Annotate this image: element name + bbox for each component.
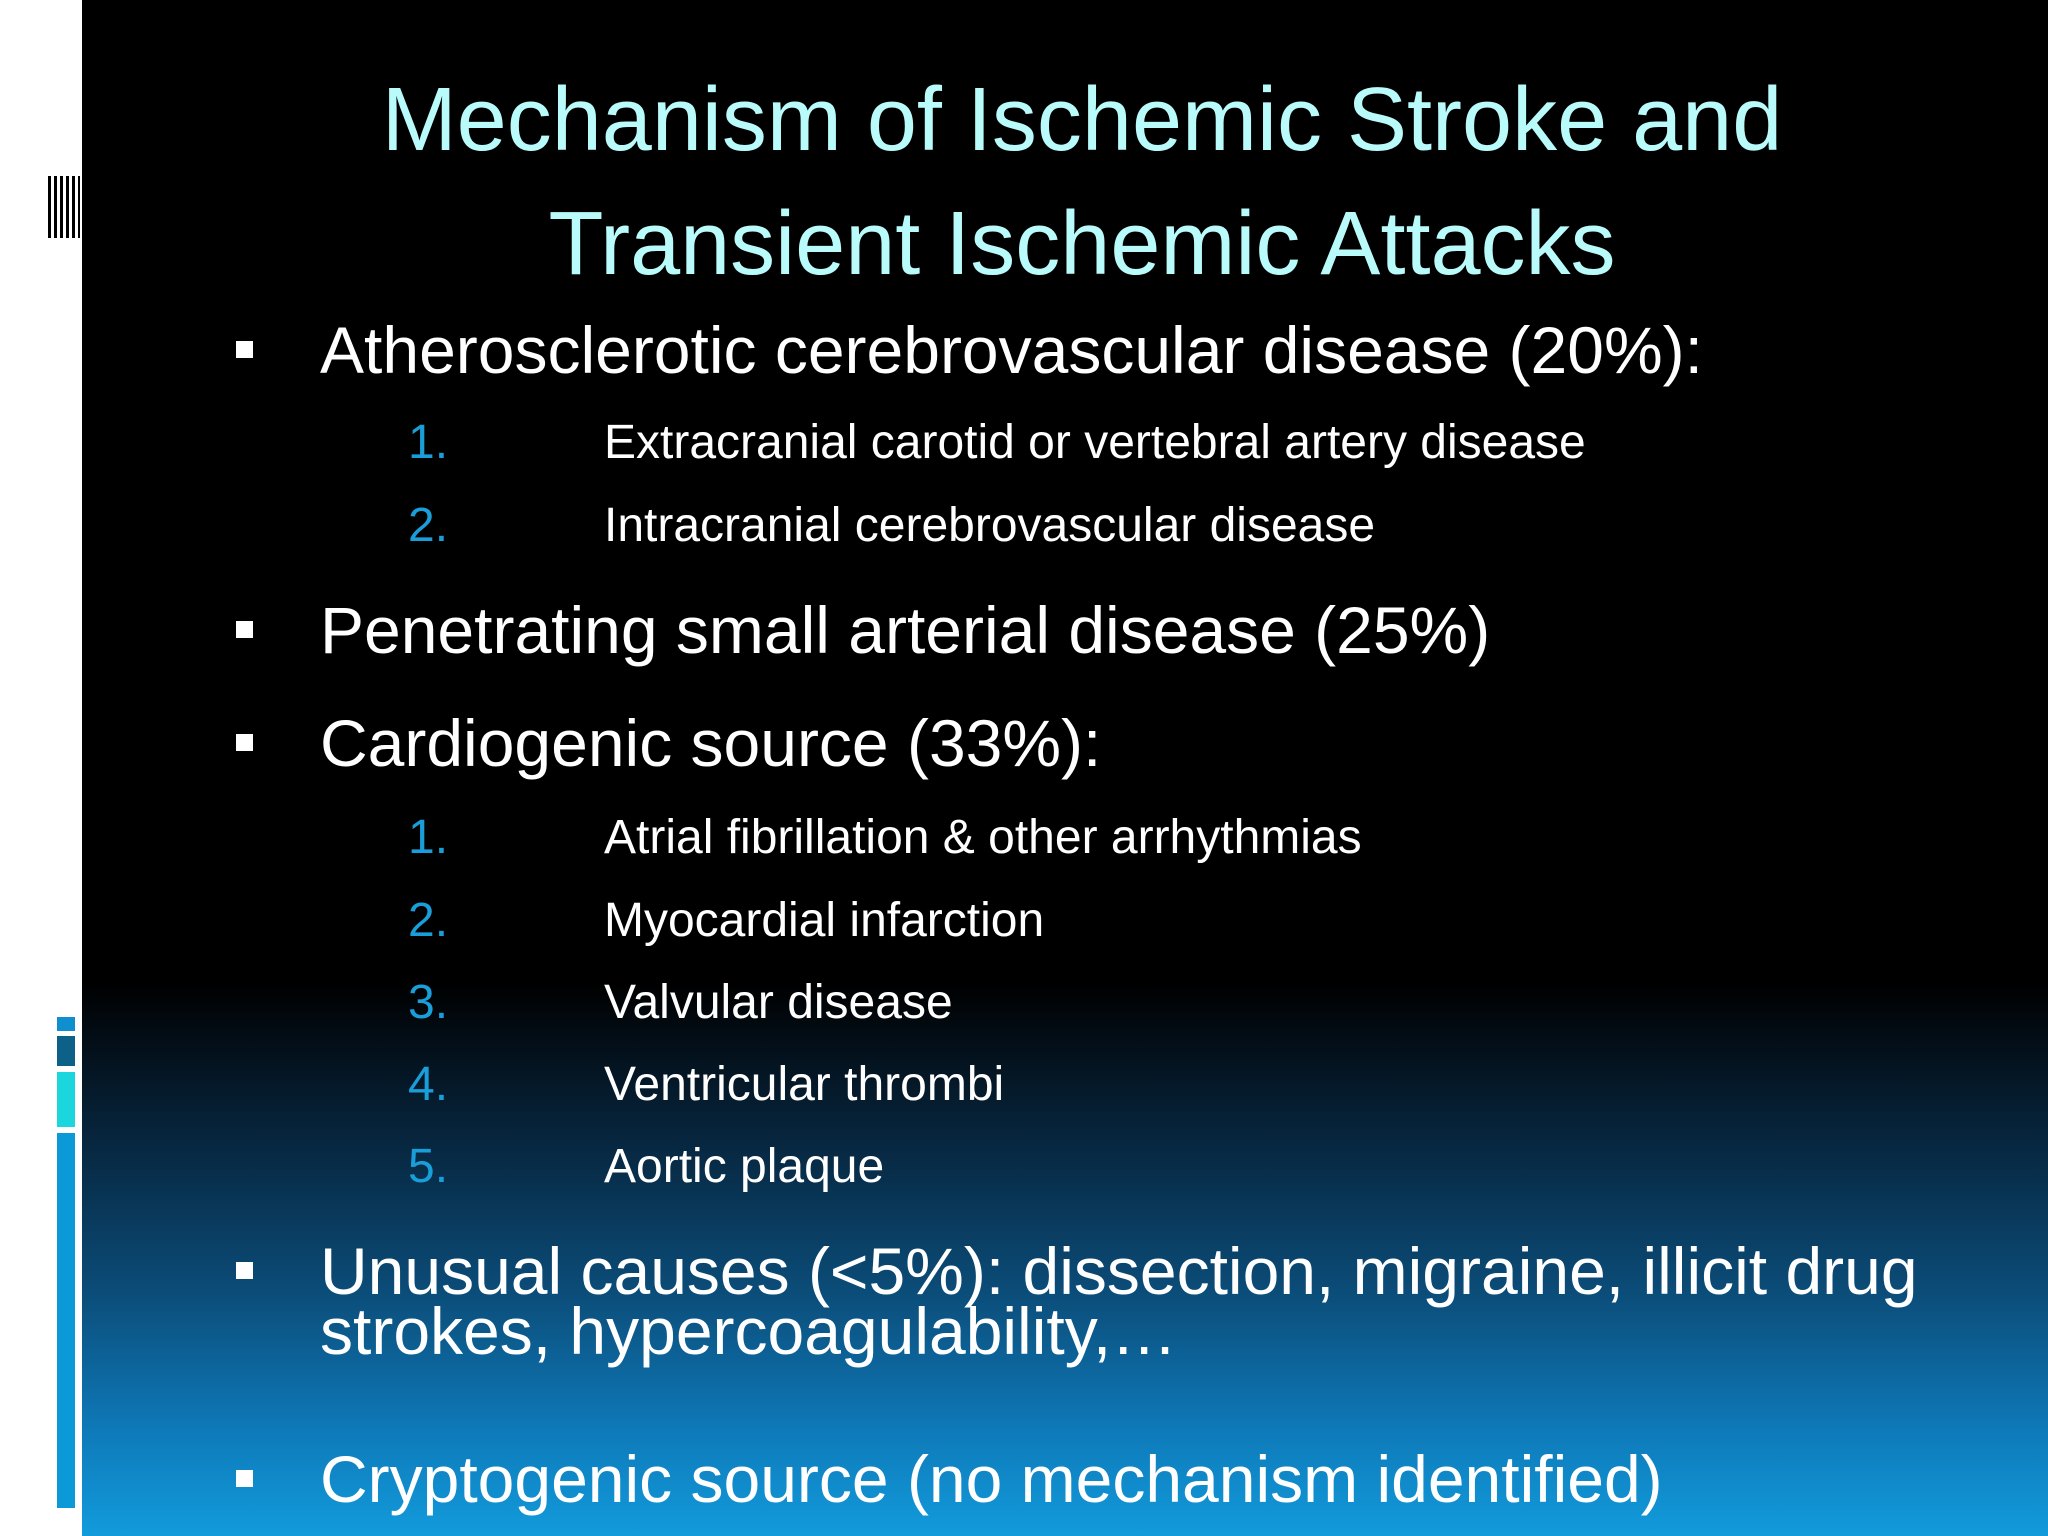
bullet-item <box>320 698 1101 788</box>
item-number: 2. <box>408 499 449 552</box>
item-text: Valvular disease <box>604 976 953 1029</box>
item-text: Intracranial cerebrovascular disease <box>604 499 1376 552</box>
item-number: 5. <box>408 1140 449 1193</box>
decorative-block <box>57 1036 75 1066</box>
item-number: 1. <box>408 811 449 864</box>
square-bullet-icon <box>236 621 253 638</box>
item-text: Ventricular thrombi <box>604 1058 1005 1111</box>
bullet-text: Cryptogenic source (no mechanism identified) <box>320 1442 1663 1516</box>
square-bullet-icon <box>236 1470 253 1487</box>
bullet-item <box>320 305 1703 395</box>
bullet-text: Atherosclerotic cerebrovascular disease (20%): <box>320 313 1703 387</box>
item-number: 1. <box>408 416 449 469</box>
bullet-item <box>320 1434 1663 1524</box>
decorative-block <box>57 1072 75 1127</box>
bullet-continuation <box>320 1286 1177 1376</box>
item-number: 2. <box>408 894 449 947</box>
left-margin-strip <box>0 0 82 1536</box>
slide-title-line: Mechanism of Ischemic Stroke and <box>381 70 1783 170</box>
item-text: Extracranial carotid or vertebral artery disease <box>604 416 1586 469</box>
slide-title <box>82 58 2048 306</box>
bullet-text: Unusual causes (<5%): dissection, migraine, illicit drug <box>320 1234 1918 1308</box>
square-bullet-icon <box>236 734 253 751</box>
decorative-stripes <box>48 176 80 238</box>
bullet-text: Penetrating small arterial disease (25%) <box>320 593 1491 667</box>
bullet-item <box>320 585 1490 675</box>
decorative-block <box>57 1017 75 1031</box>
bullet-text: Cardiogenic source (33%): <box>320 706 1102 780</box>
item-text: Aortic plaque <box>604 1140 885 1193</box>
square-bullet-icon <box>236 341 253 358</box>
slide-title-line: Transient Ischemic Attacks <box>548 194 1616 294</box>
item-text: Myocardial infarction <box>604 894 1045 947</box>
slide <box>82 0 2048 1536</box>
item-number: 4. <box>408 1058 449 1111</box>
decorative-bar <box>57 1133 75 1508</box>
square-bullet-icon <box>236 1262 253 1279</box>
item-text: Atrial fibrillation & other arrhythmias <box>604 811 1362 864</box>
bullet-text: strokes, hypercoagulability,… <box>320 1294 1178 1368</box>
item-number: 3. <box>408 976 449 1029</box>
